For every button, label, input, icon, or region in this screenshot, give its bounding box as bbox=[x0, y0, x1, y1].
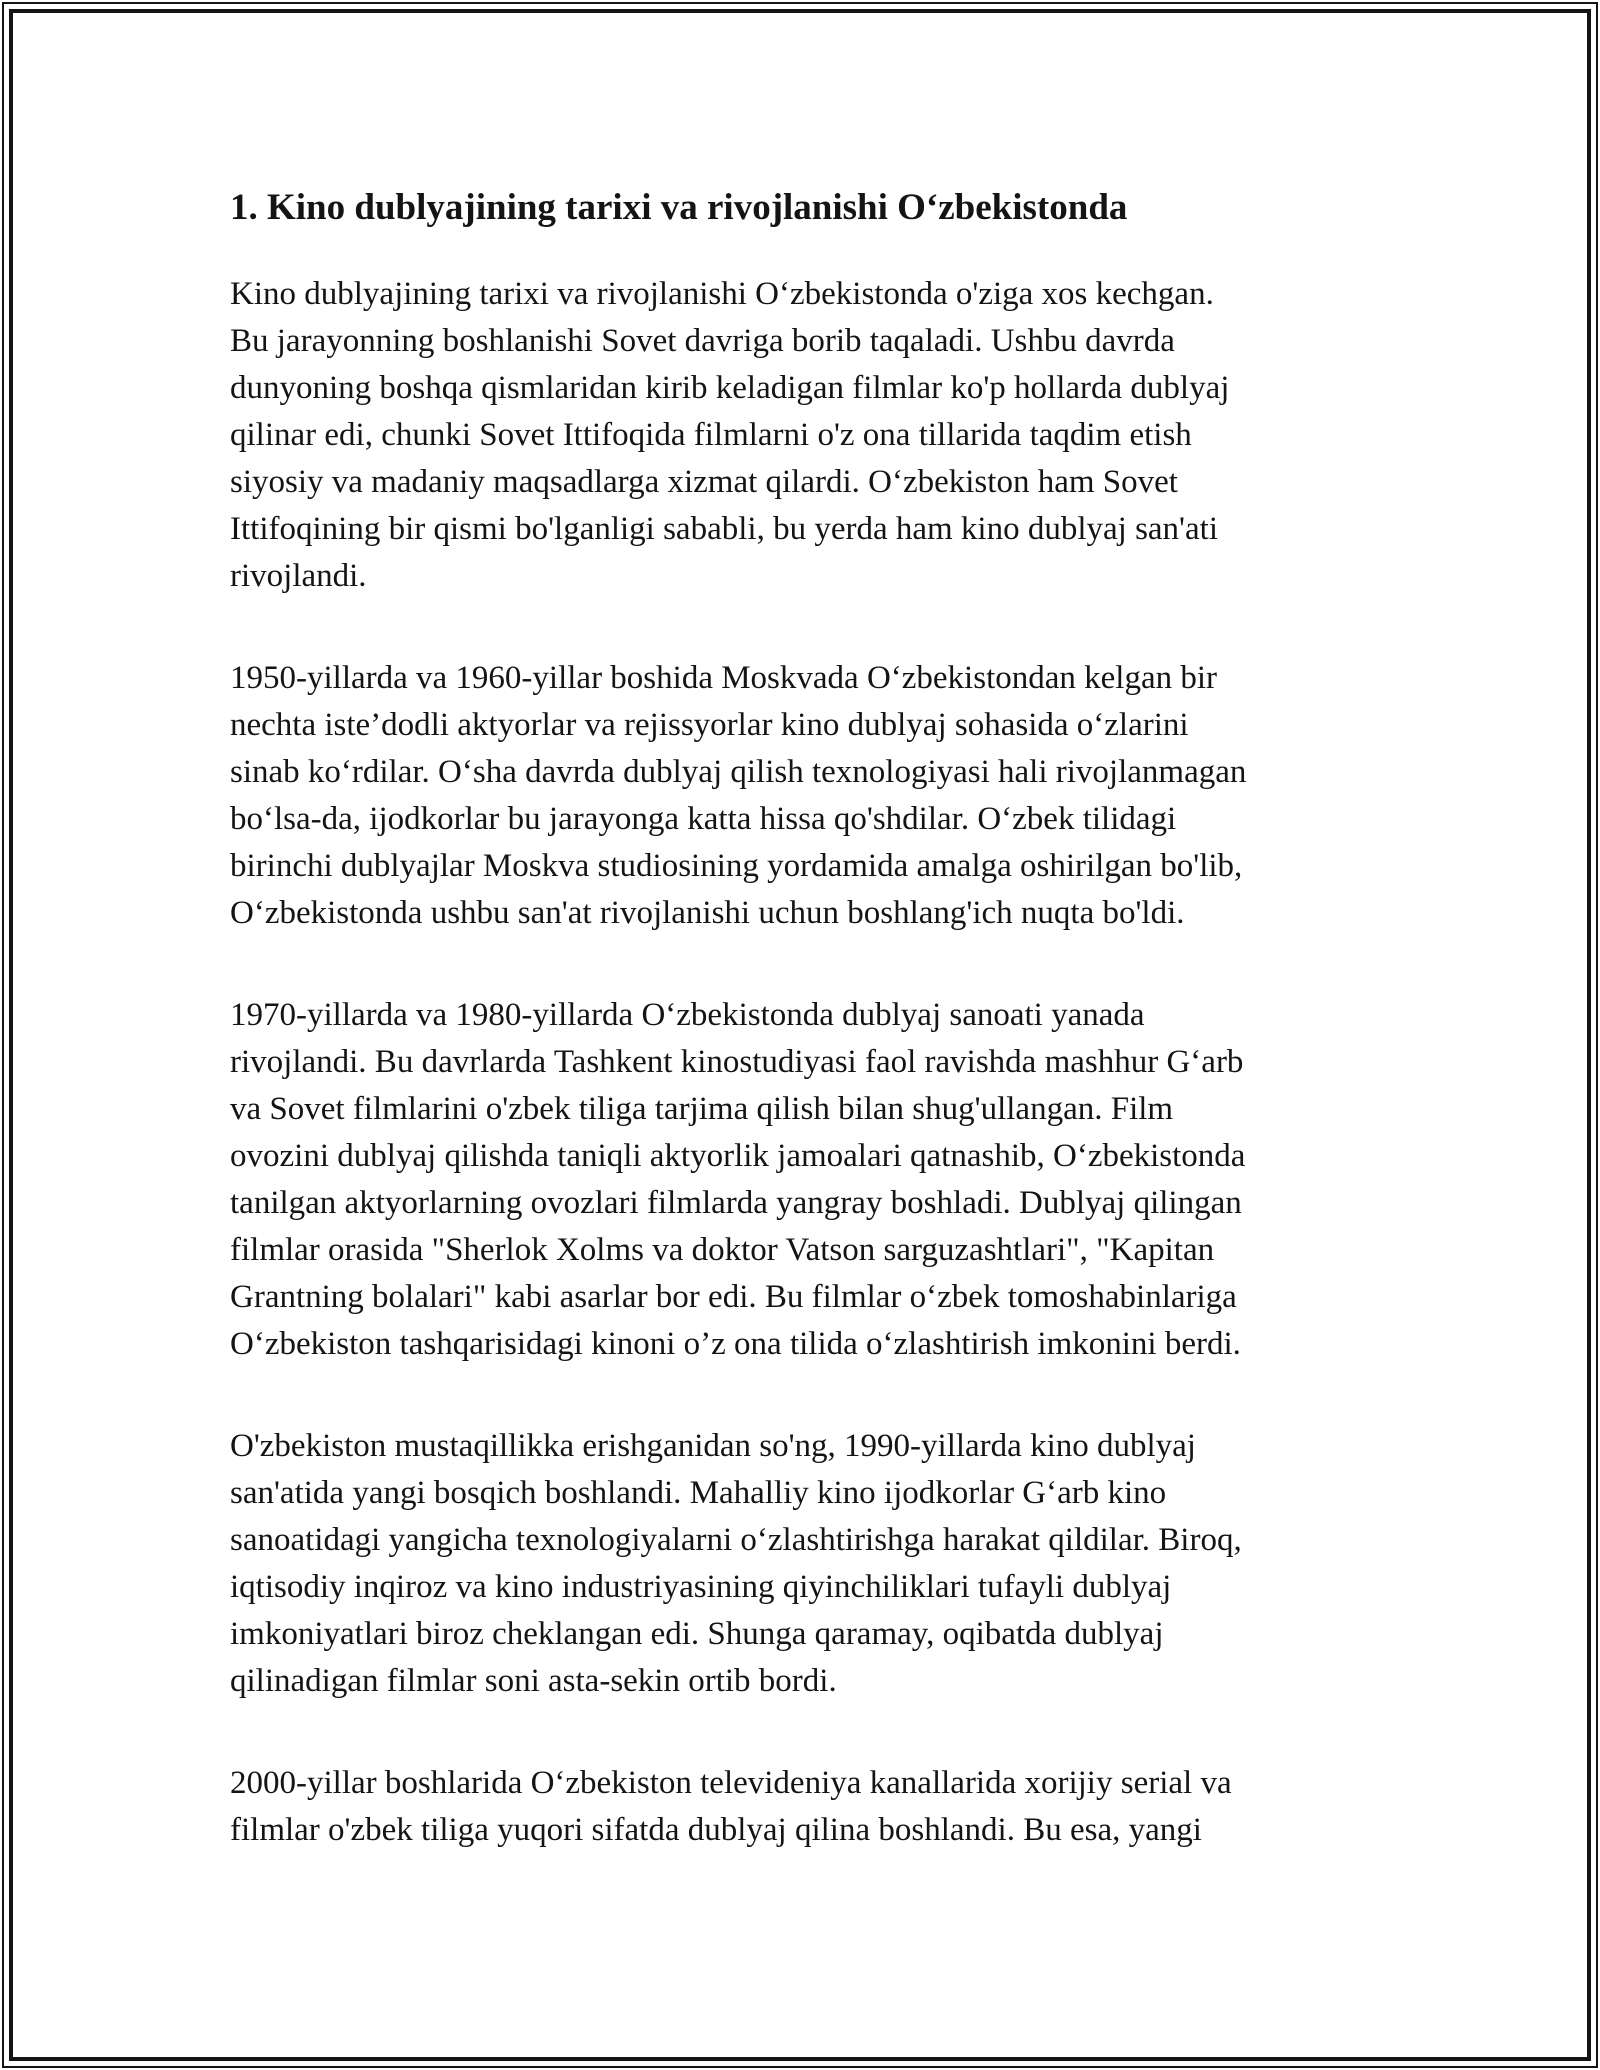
text-line: 1950-yillarda va 1960-yillar boshida Moskvada O‘zbekistondan kelgan bir bbox=[230, 660, 1218, 696]
text-line: dunyoning boshqa qismlaridan kirib keladigan filmlar ko'p hollarda dublyaj bbox=[230, 370, 1230, 406]
text-line: filmlar o'zbek tiliga yuqori sifatda dublyaj qilina boshlandi. Bu esa, yangi bbox=[230, 1812, 1202, 1848]
document-heading: 1. Kino dublyajining tarixi va rivojlanishi O‘zbekistonda bbox=[230, 187, 1128, 228]
paragraph bbox=[230, 655, 1445, 937]
document-content bbox=[230, 183, 1445, 1909]
text-line: qilinadigan filmlar soni asta-sekin ortib bordi. bbox=[230, 1663, 837, 1699]
text-line: Kino dublyajining tarixi va rivojlanishi O‘zbekistonda o'ziga xos kechgan. bbox=[230, 276, 1214, 312]
text-line: imkoniyatlari biroz cheklangan edi. Shunga qaramay, oqibatda dublyaj bbox=[230, 1616, 1164, 1652]
text-line: va Sovet filmlarini o'zbek tiliga tarjima qilish bilan shug'ullangan. Film bbox=[230, 1091, 1174, 1127]
text-line: Bu jarayonning boshlanishi Sovet davriga borib taqaladi. Ushbu davrda bbox=[230, 323, 1175, 359]
text-line: 1970-yillarda va 1980-yillarda O‘zbekistonda dublyaj sanoati yanada bbox=[230, 997, 1145, 1033]
text-line: bo‘lsa-da, ijodkorlar bu jarayonga katta hissa qo'shdilar. O‘zbek tilidagi bbox=[230, 801, 1177, 837]
text-line: Ittifoqining bir qismi bo'lganligi sababli, bu yerda ham kino dublyaj san'ati bbox=[230, 511, 1218, 547]
text-line: O‘zbekiston tashqarisidagi kinoni o’z ona tilida o‘zlashtirish imkonini berdi. bbox=[230, 1326, 1241, 1362]
text-line: san'atida yangi bosqich boshlandi. Mahalliy kino ijodkorlar G‘arb kino bbox=[230, 1475, 1167, 1511]
text-line: Grantning bolalari" kabi asarlar bor edi. Bu filmlar o‘zbek tomoshabinlariga bbox=[230, 1279, 1237, 1315]
text-line: sinab ko‘rdilar. O‘sha davrda dublyaj qilish texnologiyasi hali rivojlanmagan bbox=[230, 754, 1247, 790]
text-line: filmlar orasida "Sherlok Xolms va doktor Vatson sarguzashtlari", "Kapitan bbox=[230, 1232, 1215, 1268]
paragraph bbox=[230, 992, 1445, 1368]
text-line: qilinar edi, chunki Sovet Ittifoqida filmlarni o'z ona tillarida taqdim etish bbox=[230, 417, 1192, 453]
text-line: rivojlandi. bbox=[230, 558, 367, 594]
paragraph bbox=[230, 1760, 1445, 1854]
text-line: O‘zbekistonda ushbu san'at rivojlanishi uchun boshlang'ich nuqta bo'ldi. bbox=[230, 895, 1185, 931]
text-line: tanilgan aktyorlarning ovozlari filmlarda yangray boshladi. Dublyaj qilingan bbox=[230, 1185, 1242, 1221]
text-line: sanoatidagi yangicha texnologiyalarni o‘zlashtirishga harakat qildilar. Biroq, bbox=[230, 1522, 1242, 1558]
text-line: birinchi dublyajlar Moskva studiosining yordamida amalga oshirilgan bo'lib, bbox=[230, 848, 1243, 884]
text-line: ovozini dublyaj qilishda taniqli aktyorlik jamoalari qatnashib, O‘zbekistonda bbox=[230, 1138, 1246, 1174]
text-line: siyosiy va madaniy maqsadlarga xizmat qilardi. O‘zbekiston ham Sovet bbox=[230, 464, 1178, 500]
text-line: nechta iste’dodli aktyorlar va rejissyorlar kino dublyaj sohasida o‘zlarini bbox=[230, 707, 1189, 743]
text-line: O'zbekiston mustaqillikka erishganidan so'ng, 1990-yillarda kino dublyaj bbox=[230, 1428, 1196, 1464]
paragraph bbox=[230, 1423, 1445, 1705]
paragraphs-container bbox=[230, 271, 1445, 1854]
text-line: rivojlandi. Bu davrlarda Tashkent kinostudiyasi faol ravishda mashhur G‘arb bbox=[230, 1044, 1244, 1080]
paragraph bbox=[230, 271, 1445, 600]
text-line: 2000-yillar boshlarida O‘zbekiston televideniya kanallarida xorijiy serial va bbox=[230, 1765, 1232, 1801]
text-line: iqtisodiy inqiroz va kino industriyasining qiyinchiliklari tufayli dublyaj bbox=[230, 1569, 1172, 1605]
